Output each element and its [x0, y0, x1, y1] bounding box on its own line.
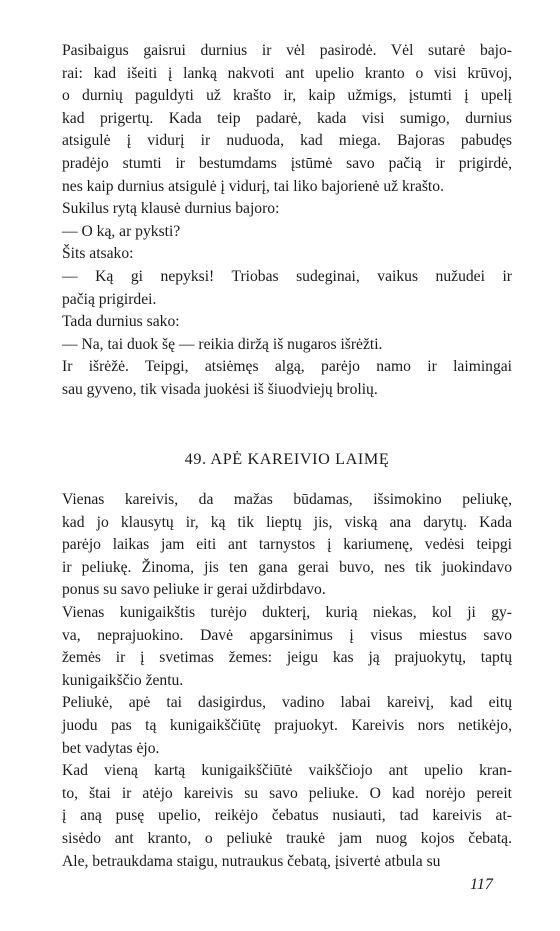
paragraph — [62, 266, 512, 311]
text-line: kad jo klausytų ir, ką tik lieptų jis, viską ana darytų. Kada — [62, 513, 512, 531]
paragraph — [62, 602, 512, 692]
text-line: sisėdo ant kranto, o peliukė traukė jam nuog kojos čebatą. — [62, 829, 512, 847]
text-line: Vienas kareivis, da mažas būdamas, išsimokino peliukę, — [62, 491, 512, 508]
text-line: atsigulė į vidurį ir nuduoda, kad miega. Bajoras pabudęs — [62, 132, 512, 150]
text-line: pačią prigirdei. — [62, 290, 157, 308]
text-line: kunigaikščio žentu. — [62, 671, 184, 689]
text-line: Kad vieną kartą kunigaikščiūtė vaikščiojo ant upelio kran- — [62, 762, 512, 780]
text-line: rai: kad išeiti į lanką nakvoti ant upelio kranto o visi krūvoj, — [62, 64, 512, 82]
text-line: — Na, tai duok šę — reikia diržą iš nugaros išrėžti. — [62, 335, 383, 353]
paragraph — [62, 356, 512, 401]
text-line: — O ką, ar pyksti? — [62, 222, 181, 240]
text-line: — Ką gi nepyksi! Triobas sudeginai, vaikus nužudei ir — [62, 267, 512, 285]
text-line: Šits atsako: — [62, 245, 134, 263]
bottom-text-block — [62, 489, 512, 873]
text-line: Sukilus rytą klausė durnius bajoro: — [62, 200, 280, 218]
paragraph — [62, 692, 512, 760]
paragraph — [62, 221, 512, 244]
top-text-block — [62, 40, 512, 402]
paragraph — [62, 198, 512, 221]
text-line: bet vadytas ėjo. — [62, 739, 160, 757]
text-line: į aną pusę upelio, reikėjo čebatus nusiauti, tad kareivis at- — [62, 807, 512, 825]
paragraph — [62, 334, 512, 357]
text-line: to, štai ir atėjo kareivis su savo peliuke. O kad norėjo pereit — [62, 784, 512, 802]
text-line: kad prigertų. Kada teip padarė, kada visi sumigo, durnius — [62, 109, 512, 127]
paragraph — [62, 489, 512, 602]
text-line: Vienas kunigaikštis turėjo dukterį, kurią niekas, kol ji gy- — [62, 603, 512, 621]
text-line: ir peliukę. Žinoma, jis ten gana gerai buvo, nes tik juokindavo — [62, 558, 512, 576]
page-number: 117 — [470, 876, 493, 893]
text-line: Ir išrėžė. Teipgi, atsiėmęs algą, parėjo namo ir laimingai — [62, 358, 512, 376]
paragraph — [62, 311, 512, 334]
text-line: žemės ir į svetimas žemes: jeigu kas ją prajuokytų, taptų — [62, 649, 512, 667]
text-line: Peliukė, apė tai dasigirdus, vadino labai kareivį, kad eitų — [62, 694, 512, 712]
text-line: parėjo laikas jam eiti ant tarnystos į kariumenę, vedėsi teipgi — [62, 536, 512, 554]
text-line: nes kaip durnius atsigulė į vidurį, tai liko bajorienė už krašto. — [62, 177, 444, 195]
paragraph — [62, 760, 512, 873]
text-line: Tada durnius sako: — [62, 313, 180, 331]
paragraph — [62, 40, 512, 198]
paragraph — [62, 243, 512, 266]
text-line: Pasibaigus gaisrui durnius ir vėl pasirodė. Vėl sutarė bajo- — [62, 42, 512, 59]
chapter-heading: 49. APĖ KAREIVIO LAIMĘ — [184, 450, 390, 468]
text-line: o durnių paguldyti už krašto ir, kaip užmigs, įstumti į upelį — [62, 87, 512, 105]
text-line: Ale, betraukdama staigu, nutraukus čebatą, įsivertė atbula su — [62, 852, 441, 870]
text-line: va, neprajuokino. Davė apgarsinimus į visus miestus savo — [62, 626, 512, 644]
text-line: sau gyveno, tik visada juokėsi iš šiuodviejų brolių. — [62, 380, 378, 398]
text-line: juodu pas tą kunigaikščiūtę prajuokyt. Kareivis nors netikėjo, — [62, 716, 512, 734]
text-line: ponus su savo peliuke ir gerai uždirbdavo. — [62, 581, 326, 599]
text-line: pradėjo stumti ir bestumdams įstūmė savo pačią ir prigirdė, — [62, 154, 512, 172]
